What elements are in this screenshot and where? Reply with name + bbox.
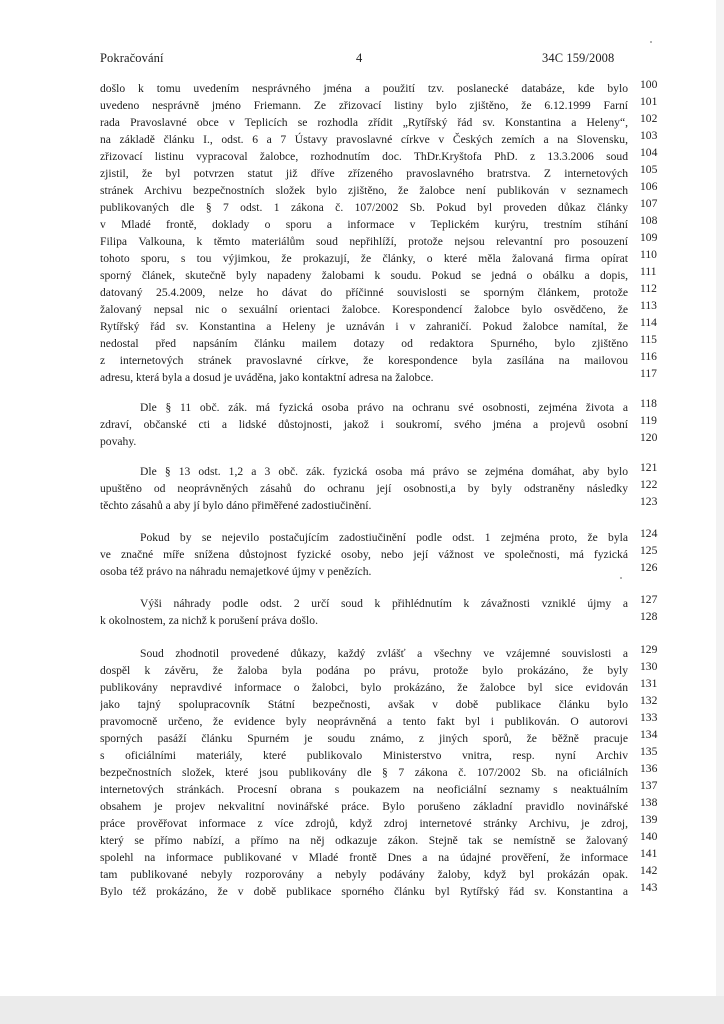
text-line: s oficiálními materiály, které publikovalo Ministerstvo vnitra, resp. nyní Archiv [100,749,628,762]
text-line: Bylo též prokázáno, že v době publikace sporného článku byl Rytířský řád sv. Konstantina a [100,885,628,898]
line-number: 124 [640,527,658,540]
text-line: stránek Archivu bezpečnostních složek bylo zjištěno, že žalobce není publikován v seznamech [100,184,628,197]
line-number: 109 [640,231,658,244]
scan-speck [650,41,652,43]
line-number: 143 [640,881,658,894]
page-number: 4 [356,51,363,65]
text-line: k okolnostem, za nichž k porušení práva došlo. [100,614,318,627]
text-line: na základě článku I., odst. 6 a 7 Ústavy pravoslavné církve v Českých zemích a na Slovensku, [100,133,628,146]
text-line: který se přímo nabízí, a přímo na něj odkazuje zákon. Stejně tak se nemístně se žalovaný [100,834,628,847]
text-line: z internetových stránek pravoslavné církve, že korespondence byla zasílána na mailovou [100,354,628,367]
line-number: 135 [640,745,658,758]
line-number: 106 [640,180,658,193]
line-number: 104 [640,146,658,159]
line-number: 112 [640,282,657,295]
text-line: Filipa Valkouna, k těmto materiálům soud nepřihlíží, protože nejsou relevantní pro posouzení [100,235,628,248]
text-line: dospěl k závěru, že žaloba byla podána po právu, protože bylo prokázáno, že byly [100,664,628,677]
header-continuation: Pokračování [100,51,164,65]
text-line: v Mladé frontě, doklady o sporu a informace v Teplickém kurýru, trestním stíhání [100,218,628,231]
line-number: 142 [640,864,658,877]
text-line: sporných pasáží článku Spurném je soudu známo, z jiných sporů, že běžně pracuje [100,732,628,745]
text-line: nedostal před napsáním článku mailem dotazy od redaktora Spurného, bylo zjištěno [100,337,628,350]
text-line: došlo k tomu uvedením nesprávného jména a použití tzv. poslanecké databáze, kde bylo [100,82,628,95]
line-number: 128 [640,610,658,623]
line-number: 100 [640,78,658,91]
page-edge [0,996,724,1024]
line-number: 131 [640,677,658,690]
text-line: bezpečnostních složek, které jsou publikovány dle § 7 zákona č. 107/2002 Sb. na oficiálních [100,766,628,779]
line-number: 120 [640,431,658,444]
line-number: 116 [640,350,657,363]
line-number: 117 [640,367,657,380]
line-number: 110 [640,248,657,261]
text-line: upuštěno od neoprávněných zásahů do ochranu její osobnosti,a by byly odstraněny následky [100,482,628,495]
line-number: 103 [640,129,658,142]
text-line: práce prověřovat informace z více zdrojů, když zdroj internetové stránky Archivu, je zdroj, [100,817,628,830]
text-line: publikovaných dle § 7 odst. 1 zákona č. 107/2002 Sb. Pokud byl proveden důkaz články [100,201,628,214]
text-line: zřizovací listinu vypracoval žalobce, rozhodnutím doc. ThDr.Kryštofa PhD. z 13.3.2006 soud [100,150,628,163]
line-number: 134 [640,728,658,741]
line-number: 126 [640,561,658,574]
text-line: adresu, která byla a dosud je uváděna, jako kontaktní adresa na žalobce. [100,371,434,384]
line-number: 140 [640,830,658,843]
text-line: datovaný 25.4.2009, nelze ho dávat do příčinné souvislosti se sporným článkem, protože [100,286,628,299]
text-line: Pokud by se nejevilo postačujícím zadostiučinění podle odst. 1 zejména proto, že byla [140,531,628,544]
line-number: 105 [640,163,658,176]
text-line: Dle § 13 odst. 1,2 a 3 obč. zák. fyzická osoba má právo se zejména domáhat, aby bylo [140,465,628,478]
text-line: sporný článek, skutečně byly napadeny žalobami k soudu. Pokud se jedná o obálku a dopis, [100,269,628,282]
text-line: spolehl na informace publikované v Mladé frontě Dnes a na údajné prověření, že informace [100,851,628,864]
text-line: zdraví, občanské cti a lidské důstojnosti, jakož i soukromí, svého jména a projevů osobní [100,418,628,431]
line-number: 119 [640,414,657,427]
line-number: 107 [640,197,658,210]
line-number: 125 [640,544,658,557]
line-number: 127 [640,593,658,606]
line-number: 121 [640,461,658,474]
text-line: uvedeno nesprávně jméno Friemann. Ze zřizovací listiny bylo zjištěno, že 6.12.1999 Farní [100,99,628,112]
line-number: 139 [640,813,658,826]
text-line: Rytířský řád sv. Konstantina a Heleny je uznáván i v zahraničí. Pokud žalobce namítal, že [100,320,628,333]
line-number: 141 [640,847,658,860]
text-line: zjistil, že byl potvrzen statut již dříve zřízeného pravoslavného bratrstva. Z internetových [100,167,628,180]
line-number: 115 [640,333,657,346]
line-number: 130 [640,660,658,673]
text-line: internetových stránkách. Procesní obrana s poukazem na neoficiální seznamy s neaktuálním [100,783,628,796]
line-number: 129 [640,643,658,656]
line-number: 122 [640,478,658,491]
line-number: 101 [640,95,658,108]
text-line: Výši náhrady podle odst. 2 určí soud k přihlédnutím k závažnosti vzniklé újmy a [140,597,628,610]
text-line: tam publikované nebyly rozporovány a nebyly podávány žaloby, když byl prokázán opak. [100,868,628,881]
line-number: 102 [640,112,658,125]
text-line: pravomocně určeno, že evidence byly neoprávněná a tento fakt byl i publikován. O autorovi [100,715,628,728]
text-line: těchto zásahů a aby jí bylo dáno přiměřené zadostiučinění. [100,499,372,512]
line-number: 123 [640,495,658,508]
line-number: 132 [640,694,658,707]
text-line: tohoto sporu, s tou výjimkou, že prokazují, že články, o které měla žalovaná firma opírat [100,252,628,265]
text-line: Dle § 11 obč. zák. má fyzická osoba právo na ochranu své osobnosti, zejména života a [140,401,628,414]
text-line: ve značné míře snížena důstojnost fyzické osoby, nebo její vážnost ve společnosti, má fyzická [100,548,628,561]
text-line: rada Pravoslavné obce v Teplicích se rozhodla zřídit „Rytířský řád sv. Konstantina a Heleny“, [100,116,628,129]
text-line: obsahem je projev nekvalitní novinářské práce. Bylo porušeno základní pravidlo novinářské [100,800,628,813]
text-line: publikovány nepravdivé informace o žalobci, bylo prokázáno, že žalobce byl sice evidován [100,681,628,694]
text-line: Soud zhodnotil provedené důkazy, každý zvlášť a všechny ve vzájemné souvislosti a [140,647,628,660]
line-number: 133 [640,711,658,724]
line-number: 137 [640,779,658,792]
line-number: 136 [640,762,658,775]
line-number: 111 [640,265,657,278]
line-number: 114 [640,316,657,329]
text-line: jako tajný spolupracovník Státní bezpečnosti, avšak v době publikace článku bylo [100,698,628,711]
scan-speck [620,577,622,579]
text-line: osoba též právo na náhradu nemajetkové újmy v penězích. [100,565,372,578]
line-number: 118 [640,397,657,410]
case-number: 34C 159/2008 [542,51,615,65]
line-number: 113 [640,299,657,312]
text-line: žalovaný nepsal nic o sexuální orientaci žalobce. Korespondencí žalobce bylo osvědčeno, že [100,303,628,316]
line-number: 108 [640,214,658,227]
line-number: 138 [640,796,658,809]
text-line: povahy. [100,435,137,448]
